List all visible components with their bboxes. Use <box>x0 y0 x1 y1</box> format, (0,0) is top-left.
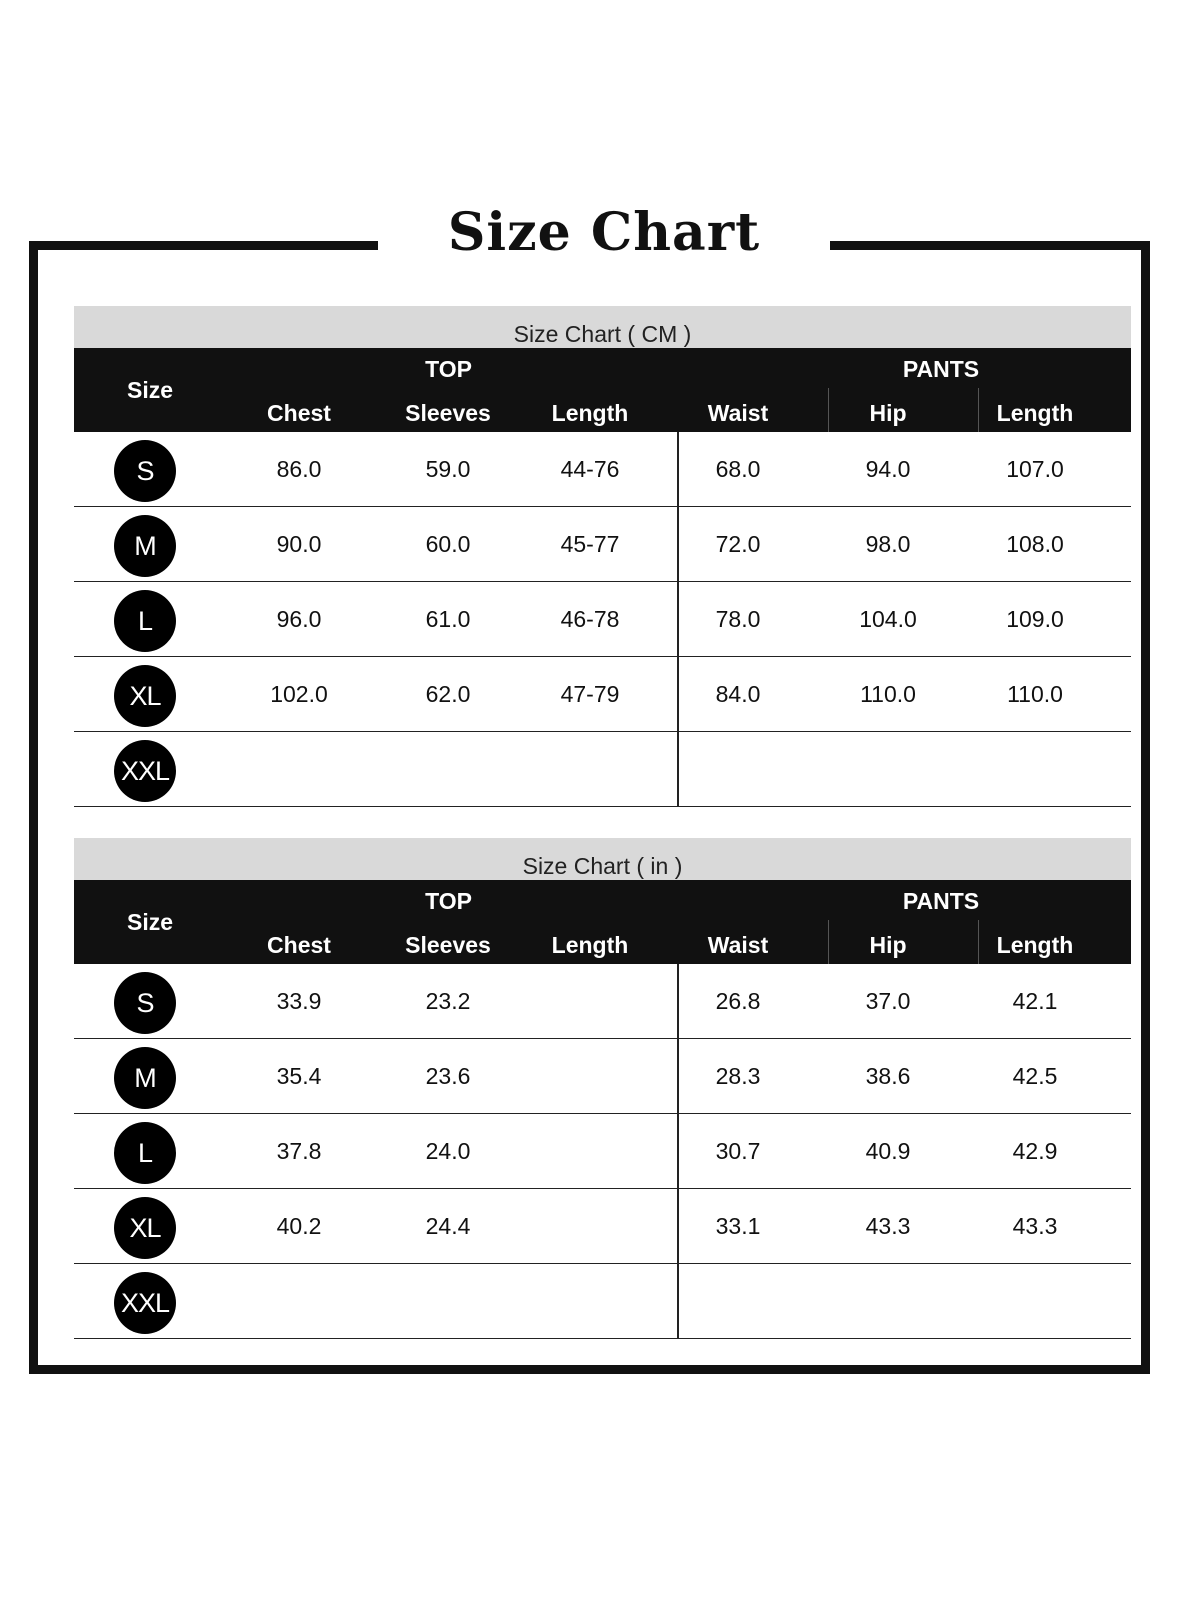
table-cell: 104.0 <box>859 606 917 632</box>
size-badge: L <box>114 1122 176 1184</box>
table-row <box>74 1039 1131 1114</box>
column-header-waist: Waist <box>707 400 769 426</box>
pants-group-header: PANTS <box>902 356 980 382</box>
table-body <box>74 964 1131 1339</box>
table-row <box>74 1114 1131 1189</box>
table-cell: 42.1 <box>1012 988 1058 1014</box>
top-pants-divider <box>677 1264 679 1338</box>
top-pants-divider <box>677 964 679 1038</box>
table-cell: 23.2 <box>425 988 471 1014</box>
table-cell: 98.0 <box>865 531 911 557</box>
table-body <box>74 432 1131 807</box>
column-header-pants-length: Length <box>996 400 1074 426</box>
table-cell: 35.4 <box>276 1063 322 1089</box>
table-cell: 62.0 <box>425 681 471 707</box>
header-divider <box>828 920 829 964</box>
table-cell: 42.9 <box>1012 1138 1058 1164</box>
column-header-hip: Hip <box>869 932 907 958</box>
table-row <box>74 732 1131 807</box>
table-cell: 33.1 <box>715 1213 761 1239</box>
table-cell: 45-77 <box>560 531 620 557</box>
table-cell: 42.5 <box>1012 1063 1058 1089</box>
size-badge: M <box>114 1047 176 1109</box>
table-cell: 96.0 <box>276 606 322 632</box>
top-pants-divider <box>677 732 679 806</box>
table-cell: 110.0 <box>1007 681 1063 707</box>
column-header-chest: Chest <box>267 932 331 958</box>
table-cell: 68.0 <box>715 456 761 482</box>
table-cell: 30.7 <box>715 1138 761 1164</box>
table-cell: 40.9 <box>865 1138 911 1164</box>
size-badge: L <box>114 590 176 652</box>
table-cell: 102.0 <box>270 681 328 707</box>
table-cell: 26.8 <box>715 988 761 1014</box>
column-header-pants-length: Length <box>996 932 1074 958</box>
table-cell: 72.0 <box>715 531 761 557</box>
table-header <box>74 880 1131 964</box>
table-row <box>74 964 1131 1039</box>
table-cell: 109.0 <box>1006 606 1064 632</box>
column-header-chest: Chest <box>267 400 331 426</box>
size-badge: XL <box>114 665 176 727</box>
table-cell: 28.3 <box>715 1063 761 1089</box>
size-badge: S <box>114 972 176 1034</box>
page-title: Size Chart <box>447 202 761 263</box>
table-cell: 38.6 <box>865 1063 911 1089</box>
table-row <box>74 1264 1131 1339</box>
top-pants-divider <box>677 1039 679 1113</box>
column-header-sleeves: Sleeves <box>405 932 491 958</box>
top-pants-divider <box>677 1114 679 1188</box>
size-column-header: Size <box>126 377 174 403</box>
top-pants-divider <box>677 582 679 656</box>
table-cell: 59.0 <box>425 456 471 482</box>
table-cell: 23.6 <box>425 1063 471 1089</box>
table-cell: 90.0 <box>276 531 322 557</box>
size-column-header: Size <box>126 909 174 935</box>
table-row <box>74 432 1131 507</box>
table-cell: 61.0 <box>425 606 471 632</box>
table-cell: 94.0 <box>865 456 911 482</box>
column-header-hip: Hip <box>869 400 907 426</box>
size-badge: XL <box>114 1197 176 1259</box>
table-cell: 107.0 <box>1006 456 1064 482</box>
size-table-cm <box>74 306 1131 807</box>
header-divider <box>978 388 979 432</box>
table-caption: Size Chart ( CM ) <box>74 306 1131 348</box>
top-pants-divider <box>677 657 679 731</box>
table-cell: 108.0 <box>1006 531 1064 557</box>
table-cell: 43.3 <box>865 1213 911 1239</box>
size-badge: S <box>114 440 176 502</box>
column-header-top-length: Length <box>551 932 629 958</box>
table-row <box>74 507 1131 582</box>
header-divider <box>978 920 979 964</box>
table-cell: 37.8 <box>276 1138 322 1164</box>
table-cell: 78.0 <box>715 606 761 632</box>
table-cell: 40.2 <box>276 1213 322 1239</box>
table-header <box>74 348 1131 432</box>
column-header-top-length: Length <box>551 400 629 426</box>
size-badge: M <box>114 515 176 577</box>
table-cell: 24.4 <box>425 1213 471 1239</box>
table-cell: 33.9 <box>276 988 322 1014</box>
table-cell: 46-78 <box>560 606 620 632</box>
table-cell: 24.0 <box>425 1138 471 1164</box>
table-cell: 84.0 <box>715 681 761 707</box>
size-table-in <box>74 838 1131 1339</box>
table-caption: Size Chart ( in ) <box>74 838 1131 880</box>
table-cell: 37.0 <box>865 988 911 1014</box>
top-group-header: TOP <box>425 356 472 382</box>
size-badge: XXL <box>114 1272 176 1334</box>
table-cell: 110.0 <box>860 681 916 707</box>
top-group-header: TOP <box>425 888 472 914</box>
table-cell: 43.3 <box>1012 1213 1058 1239</box>
table-row <box>74 657 1131 732</box>
table-cell: 44-76 <box>560 456 620 482</box>
header-divider <box>828 388 829 432</box>
column-header-sleeves: Sleeves <box>405 400 491 426</box>
top-pants-divider <box>677 432 679 506</box>
table-row <box>74 582 1131 657</box>
size-badge: XXL <box>114 740 176 802</box>
pants-group-header: PANTS <box>902 888 980 914</box>
top-pants-divider <box>677 1189 679 1263</box>
top-pants-divider <box>677 507 679 581</box>
table-cell: 47-79 <box>560 681 620 707</box>
column-header-waist: Waist <box>707 932 769 958</box>
table-cell: 86.0 <box>276 456 322 482</box>
table-row <box>74 1189 1131 1264</box>
table-cell: 60.0 <box>425 531 471 557</box>
